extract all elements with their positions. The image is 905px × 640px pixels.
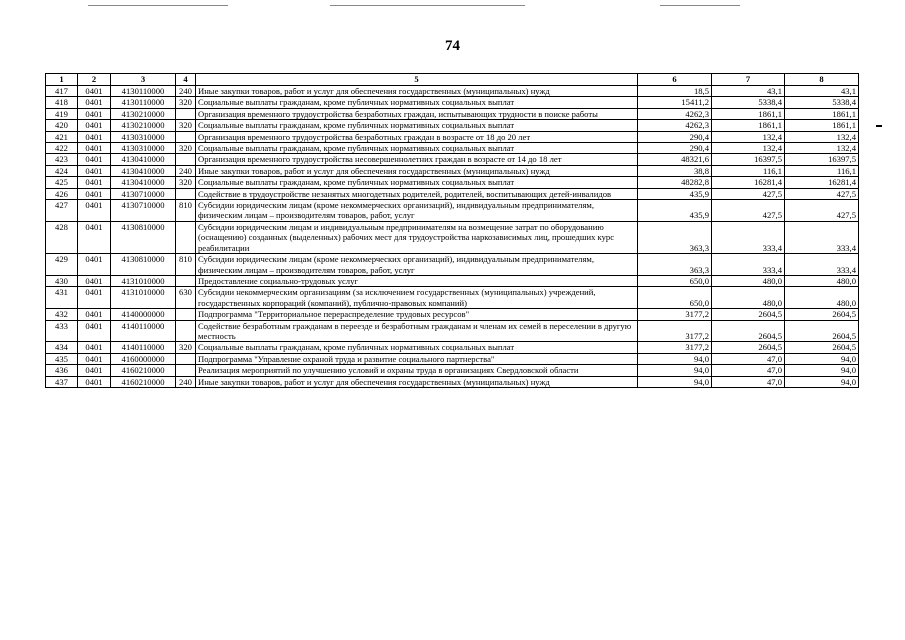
section-code-cell: 0401 — [78, 200, 111, 222]
amount-cell: 1861,1 — [785, 120, 859, 131]
section-code-cell: 0401 — [78, 342, 111, 353]
expense-type-cell — [176, 131, 196, 142]
section-code-cell: 0401 — [78, 154, 111, 165]
row-number-cell: 421 — [46, 131, 78, 142]
amount-cell: 132,4 — [712, 131, 785, 142]
col-header: 8 — [785, 74, 859, 86]
row-number-cell: 425 — [46, 177, 78, 188]
row-number-cell: 417 — [46, 86, 78, 97]
col-header: 5 — [196, 74, 638, 86]
amount-cell: 16397,5 — [785, 154, 859, 165]
target-code-cell: 4160210000 — [111, 365, 176, 376]
description-cell: Реализация мероприятий по улучшению условий и охраны труда в организациях Свердловской области — [196, 365, 638, 376]
row-number-cell: 420 — [46, 120, 78, 131]
row-number-cell: 435 — [46, 353, 78, 364]
target-code-cell: 4130110000 — [111, 86, 176, 97]
amount-cell: 333,4 — [712, 221, 785, 253]
row-number-cell: 433 — [46, 320, 78, 342]
target-code-cell: 4130810000 — [111, 221, 176, 253]
row-number-cell: 432 — [46, 309, 78, 320]
section-code-cell: 0401 — [78, 221, 111, 253]
target-code-cell: 4131010000 — [111, 275, 176, 286]
section-code-cell: 0401 — [78, 143, 111, 154]
description-cell: Содействие в трудоустройстве незанятых многодетных родителей, родителей, воспитывающих детей-инвалидов — [196, 188, 638, 199]
table-row — [46, 131, 859, 142]
target-code-cell: 4131010000 — [111, 287, 176, 309]
amount-cell: 2604,5 — [712, 309, 785, 320]
description-cell: Предоставление социально-трудовых услуг — [196, 275, 638, 286]
expense-type-cell: 320 — [176, 342, 196, 353]
expense-type-cell — [176, 320, 196, 342]
amount-cell: 363,3 — [638, 221, 712, 253]
table-row — [46, 353, 859, 364]
description-cell: Содействие безработным гражданам в переезде и безработным гражданам и членам их семей в переселении в другую местность — [196, 320, 638, 342]
row-number-cell: 419 — [46, 108, 78, 119]
row-number-cell: 426 — [46, 188, 78, 199]
row-number-cell: 423 — [46, 154, 78, 165]
amount-cell: 47,0 — [712, 365, 785, 376]
row-number-cell: 427 — [46, 200, 78, 222]
amount-cell: 3177,2 — [638, 342, 712, 353]
table-row — [46, 154, 859, 165]
amount-cell: 1861,1 — [712, 108, 785, 119]
row-number-cell: 437 — [46, 376, 78, 387]
top-border-line — [330, 5, 525, 6]
amount-cell: 2604,5 — [785, 342, 859, 353]
page-number: 74 — [445, 38, 460, 54]
description-cell: Субсидии юридическим лицам и индивидуальным предпринимателям на возмещение затрат по оборудованию (оснащению) созданных (выделенных) рабочих мест для трудоустройства наркозависимых лиц, прошедших курс реабилитации — [196, 221, 638, 253]
amount-cell: 2604,5 — [785, 320, 859, 342]
description-cell: Социальные выплаты гражданам, кроме публичных нормативных социальных выплат — [196, 143, 638, 154]
top-border-line — [88, 5, 228, 6]
description-cell: Организация временного трудоустройства безработных граждан, испытывающих трудности в поиске работы — [196, 108, 638, 119]
table-row — [46, 320, 859, 342]
amount-cell: 94,0 — [638, 353, 712, 364]
row-number-cell: 434 — [46, 342, 78, 353]
expense-type-cell — [176, 188, 196, 199]
amount-cell: 5338,4 — [785, 97, 859, 108]
row-number-cell: 422 — [46, 143, 78, 154]
description-cell: Организация временного трудоустройства безработных граждан в возрасте от 18 до 20 лет — [196, 131, 638, 142]
expense-type-cell: 240 — [176, 86, 196, 97]
row-number-cell: 430 — [46, 275, 78, 286]
row-number-cell: 424 — [46, 165, 78, 176]
description-cell: Субсидии некоммерческим организациям (за исключением государственных (муниципальных) учреждений, государственных корпораций (компаний), публично-правовых компаний) — [196, 287, 638, 309]
expense-type-cell — [176, 275, 196, 286]
budget-table — [45, 73, 859, 388]
amount-cell: 650,0 — [638, 275, 712, 286]
amount-cell: 290,4 — [638, 143, 712, 154]
expense-type-cell — [176, 108, 196, 119]
section-code-cell: 0401 — [78, 86, 111, 97]
amount-cell: 94,0 — [638, 365, 712, 376]
table-row — [46, 376, 859, 387]
amount-cell: 435,9 — [638, 188, 712, 199]
description-cell: Иные закупки товаров, работ и услуг для обеспечения государственных (муниципальных) нужд — [196, 376, 638, 387]
table-row — [46, 97, 859, 108]
section-code-cell: 0401 — [78, 320, 111, 342]
description-cell: Социальные выплаты гражданам, кроме публичных нормативных социальных выплат — [196, 97, 638, 108]
amount-cell: 1861,1 — [712, 120, 785, 131]
description-cell: Социальные выплаты гражданам, кроме публичных нормативных социальных выплат — [196, 342, 638, 353]
amount-cell: 48282,8 — [638, 177, 712, 188]
amount-cell: 3177,2 — [638, 320, 712, 342]
target-code-cell: 4140000000 — [111, 309, 176, 320]
description-cell: Подпрограмма "Управление охраной труда и развитие социального партнерства" — [196, 353, 638, 364]
section-code-cell: 0401 — [78, 131, 111, 142]
table-row — [46, 120, 859, 131]
amount-cell: 3177,2 — [638, 309, 712, 320]
amount-cell: 2604,5 — [712, 320, 785, 342]
expense-type-cell — [176, 154, 196, 165]
amount-cell: 427,5 — [785, 200, 859, 222]
amount-cell: 480,0 — [785, 287, 859, 309]
table-row — [46, 200, 859, 222]
expense-type-cell: 630 — [176, 287, 196, 309]
target-code-cell: 4130810000 — [111, 254, 176, 276]
description-cell: Подпрограмма "Территориальное перераспределение трудовых ресурсов" — [196, 309, 638, 320]
amount-cell: 4262,3 — [638, 120, 712, 131]
amount-cell: 116,1 — [785, 165, 859, 176]
description-cell: Социальные выплаты гражданам, кроме публичных нормативных социальных выплат — [196, 177, 638, 188]
row-number-cell: 429 — [46, 254, 78, 276]
target-code-cell: 4130410000 — [111, 165, 176, 176]
col-header: 4 — [176, 74, 196, 86]
amount-cell: 333,4 — [712, 254, 785, 276]
table-row — [46, 177, 859, 188]
table-row — [46, 342, 859, 353]
amount-cell: 427,5 — [785, 188, 859, 199]
section-code-cell: 0401 — [78, 376, 111, 387]
table-row — [46, 275, 859, 286]
col-header: 7 — [712, 74, 785, 86]
col-header: 1 — [46, 74, 78, 86]
section-code-cell: 0401 — [78, 97, 111, 108]
amount-cell: 15411,2 — [638, 97, 712, 108]
description-cell: Иные закупки товаров, работ и услуг для обеспечения государственных (муниципальных) нужд — [196, 86, 638, 97]
table-row — [46, 365, 859, 376]
amount-cell: 48321,6 — [638, 154, 712, 165]
amount-cell: 94,0 — [785, 365, 859, 376]
table-row — [46, 108, 859, 119]
table-header-row — [46, 74, 859, 86]
amount-cell: 480,0 — [785, 275, 859, 286]
section-code-cell: 0401 — [78, 177, 111, 188]
amount-cell: 5338,4 — [712, 97, 785, 108]
section-code-cell: 0401 — [78, 275, 111, 286]
section-code-cell: 0401 — [78, 188, 111, 199]
expense-type-cell — [176, 353, 196, 364]
amount-cell: 290,4 — [638, 131, 712, 142]
expense-type-cell: 240 — [176, 165, 196, 176]
expense-type-cell: 810 — [176, 200, 196, 222]
expense-type-cell — [176, 309, 196, 320]
amount-cell: 435,9 — [638, 200, 712, 222]
target-code-cell: 4130210000 — [111, 120, 176, 131]
section-code-cell: 0401 — [78, 254, 111, 276]
row-number-cell: 418 — [46, 97, 78, 108]
amount-cell: 427,5 — [712, 188, 785, 199]
section-code-cell: 0401 — [78, 353, 111, 364]
amount-cell: 43,1 — [712, 86, 785, 97]
amount-cell: 333,4 — [785, 254, 859, 276]
amount-cell: 116,1 — [712, 165, 785, 176]
target-code-cell: 4130210000 — [111, 108, 176, 119]
amount-cell: 480,0 — [712, 287, 785, 309]
amount-cell: 4262,3 — [638, 108, 712, 119]
amount-cell: 2604,5 — [712, 342, 785, 353]
table-row — [46, 221, 859, 253]
table-row — [46, 143, 859, 154]
row-number-cell: 431 — [46, 287, 78, 309]
amount-cell: 94,0 — [785, 376, 859, 387]
target-code-cell: 4130410000 — [111, 177, 176, 188]
table-body — [46, 86, 859, 388]
expense-type-cell: 320 — [176, 143, 196, 154]
amount-cell: 16281,4 — [712, 177, 785, 188]
target-code-cell: 4130110000 — [111, 97, 176, 108]
amount-cell: 18,5 — [638, 86, 712, 97]
section-code-cell: 0401 — [78, 165, 111, 176]
target-code-cell: 4130310000 — [111, 131, 176, 142]
amount-cell: 1861,1 — [785, 108, 859, 119]
expense-type-cell: 320 — [176, 97, 196, 108]
section-code-cell: 0401 — [78, 309, 111, 320]
table-row — [46, 254, 859, 276]
amount-cell: 132,4 — [712, 143, 785, 154]
section-code-cell: 0401 — [78, 365, 111, 376]
expense-type-cell: 240 — [176, 376, 196, 387]
amount-cell: 650,0 — [638, 287, 712, 309]
col-header: 6 — [638, 74, 712, 86]
amount-cell: 480,0 — [712, 275, 785, 286]
table-row — [46, 86, 859, 97]
top-border-line — [660, 5, 740, 6]
amount-cell: 94,0 — [785, 353, 859, 364]
amount-cell: 2604,5 — [785, 309, 859, 320]
amount-cell: 47,0 — [712, 376, 785, 387]
section-code-cell: 0401 — [78, 108, 111, 119]
target-code-cell: 4130310000 — [111, 143, 176, 154]
target-code-cell: 4140110000 — [111, 320, 176, 342]
amount-cell: 38,8 — [638, 165, 712, 176]
expense-type-cell: 320 — [176, 177, 196, 188]
amount-cell: 16281,4 — [785, 177, 859, 188]
table-row — [46, 309, 859, 320]
target-code-cell: 4140110000 — [111, 342, 176, 353]
section-code-cell: 0401 — [78, 120, 111, 131]
table-row — [46, 188, 859, 199]
target-code-cell: 4130410000 — [111, 154, 176, 165]
amount-cell: 43,1 — [785, 86, 859, 97]
expense-type-cell: 320 — [176, 120, 196, 131]
target-code-cell: 4160000000 — [111, 353, 176, 364]
expense-type-cell — [176, 221, 196, 253]
col-header: 2 — [78, 74, 111, 86]
amount-cell: 363,3 — [638, 254, 712, 276]
description-cell: Социальные выплаты гражданам, кроме публичных нормативных социальных выплат — [196, 120, 638, 131]
description-cell: Субсидии юридическим лицам (кроме некоммерческих организаций), индивидуальным предпринимателям, физическим лицам – производителям товаров, работ, услуг — [196, 254, 638, 276]
amount-cell: 132,4 — [785, 143, 859, 154]
target-code-cell: 4130710000 — [111, 200, 176, 222]
section-code-cell: 0401 — [78, 287, 111, 309]
amount-cell: 47,0 — [712, 353, 785, 364]
amount-cell: 132,4 — [785, 131, 859, 142]
row-number-cell: 428 — [46, 221, 78, 253]
row-number-cell: 436 — [46, 365, 78, 376]
description-cell: Организация временного трудоустройства несовершеннолетних граждан в возрасте от 14 до 18 лет — [196, 154, 638, 165]
amount-cell: 94,0 — [638, 376, 712, 387]
target-code-cell: 4160210000 — [111, 376, 176, 387]
col-header: 3 — [111, 74, 176, 86]
description-cell: Субсидии юридическим лицам (кроме некоммерческих организаций), индивидуальным предпринимателям, физическим лицам – производителям товаров, работ, услуг — [196, 200, 638, 222]
expense-type-cell — [176, 365, 196, 376]
margin-mark — [876, 125, 882, 127]
amount-cell: 333,4 — [785, 221, 859, 253]
table-row — [46, 287, 859, 309]
amount-cell: 16397,5 — [712, 154, 785, 165]
expense-type-cell: 810 — [176, 254, 196, 276]
description-cell: Иные закупки товаров, работ и услуг для обеспечения государственных (муниципальных) нужд — [196, 165, 638, 176]
target-code-cell: 4130710000 — [111, 188, 176, 199]
table-row — [46, 165, 859, 176]
amount-cell: 427,5 — [712, 200, 785, 222]
